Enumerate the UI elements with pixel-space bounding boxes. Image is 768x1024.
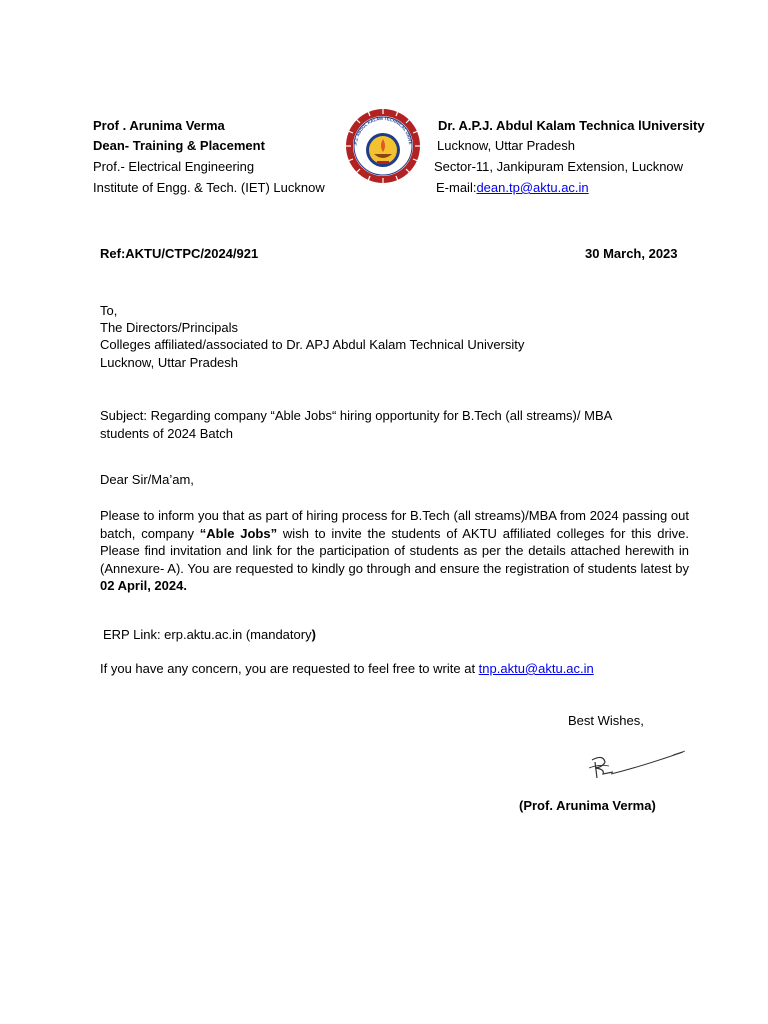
university-city: Lucknow, Uttar Pradesh <box>437 138 576 153</box>
university-name: Dr. A.P.J. Abdul Kalam Technica lUniversity <box>438 118 705 133</box>
recipient-line-1: The Directors/Principals <box>100 320 238 335</box>
university-logo <box>343 106 423 186</box>
tnp-email-link[interactable]: tnp.aktu@aktu.ac.in <box>478 661 594 676</box>
concern-text: If you have any concern, you are requested to feel free to write at <box>100 661 479 676</box>
closing: Best Wishes, <box>568 713 644 728</box>
erp-link-text: ERP Link: erp.aktu.ac.in (mandatory <box>103 627 312 642</box>
body-part-2: wish to invite the students of AKTU affiliated colleges for this drive. Please find invitation and link for the participation of students as per the details attached herewith in (Annexure- A). You are requested to kindly go through and ensure the registration of students latest by <box>100 525 690 576</box>
recipient-line-3: Lucknow, Uttar Pradesh <box>100 355 239 370</box>
erp-link-line <box>103 627 316 643</box>
university-email-line <box>436 180 589 196</box>
sender-designation: Dean- Training & Placement <box>93 138 265 153</box>
sender-institute: Institute of Engg. & Tech. (IET) Lucknow <box>93 180 325 195</box>
dean-email-link[interactable]: dean.tp@aktu.ac.in <box>476 180 589 195</box>
subject-line-1: Subject: Regarding company “Able Jobs“ hiring opportunity for B.Tech (all streams)/ MBA <box>100 408 613 423</box>
sender-name: Prof . Arunima Verma <box>93 118 225 133</box>
body-part-1: Please to inform you that as part of hiring process for B.Tech (all streams)/MBA from 2024 passing out batch, company <box>100 508 689 541</box>
company-name: “Able Jobs” <box>199 525 278 541</box>
erp-paren: ) <box>311 627 316 642</box>
sender-department: Prof.- Electrical Engineering <box>93 159 255 174</box>
deadline-date: 02 April, 2024. <box>100 578 187 594</box>
subject-line-2: students of 2024 Batch <box>100 426 233 441</box>
signatory-name: (Prof. Arunima Verma) <box>519 798 656 813</box>
recipient-to: To, <box>100 303 118 318</box>
concern-line <box>100 661 594 677</box>
body-paragraph <box>100 507 689 595</box>
reference-number: Ref:AKTU/CTPC/2024/921 <box>100 246 259 261</box>
email-label: E-mail: <box>436 180 477 195</box>
letter-date: 30 March, 2023 <box>585 246 678 261</box>
recipient-line-2: Colleges affiliated/associated to Dr. APJ Abdul Kalam Technical University <box>100 337 525 352</box>
university-address: Sector-11, Jankipuram Extension, Lucknow <box>434 159 684 174</box>
logo-text: .P.J. ABDUL KALAM TECHNICAL UNIVE <box>352 115 413 146</box>
salutation: Dear Sir/Ma’am, <box>100 472 194 487</box>
signature-image <box>583 748 689 782</box>
